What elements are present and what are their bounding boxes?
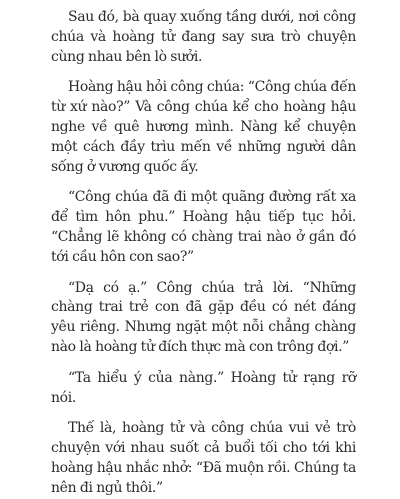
paragraph-2: Hoàng hậu hỏi công chúa: “Công chúa đến từ xứ nào?” Và công chúa kể cho hoàng hậu nghe về quê hương mình. Nàng kể chuyện một cách đầy trìu mến về những người dân sống ở vương quốc ấy. [51, 79, 356, 175]
paragraph-3: “Công chúa đã đi một quãng đường rất xa để tìm hôn phu.” Hoàng hậu tiếp tục hỏi. “Chẳng lẽ không có chàng trai nào ở gần đó tới cầu hôn con sao?” [51, 189, 356, 265]
paragraph-1: Sau đó, bà quay xuống tầng dưới, nơi công chúa và hoàng tử đang say sưa trò chuyện cùng nhau bên lò sưởi. [51, 9, 356, 65]
paragraph-5: “Ta hiểu ý của nàng.” Hoàng tử rạng rỡ nói. [51, 369, 356, 406]
paragraph-6: Thế là, hoàng tử và công chúa vui vẻ trò chuyện với nhau suốt cả buổi tối cho tới khi hoàng hậu nhắc nhở: “Đã muộn rồi. Chúng ta nên đi ngủ thôi.” [51, 420, 356, 496]
paragraph-4: “Dạ có ạ.” Công chúa trả lời. “Những chàng trai trẻ con đã gặp đều có nét đáng yêu riêng. Nhưng ngặt một nỗi chẳng chàng nào là hoàng tử đích thực mà con trông đợi.” [51, 279, 356, 355]
